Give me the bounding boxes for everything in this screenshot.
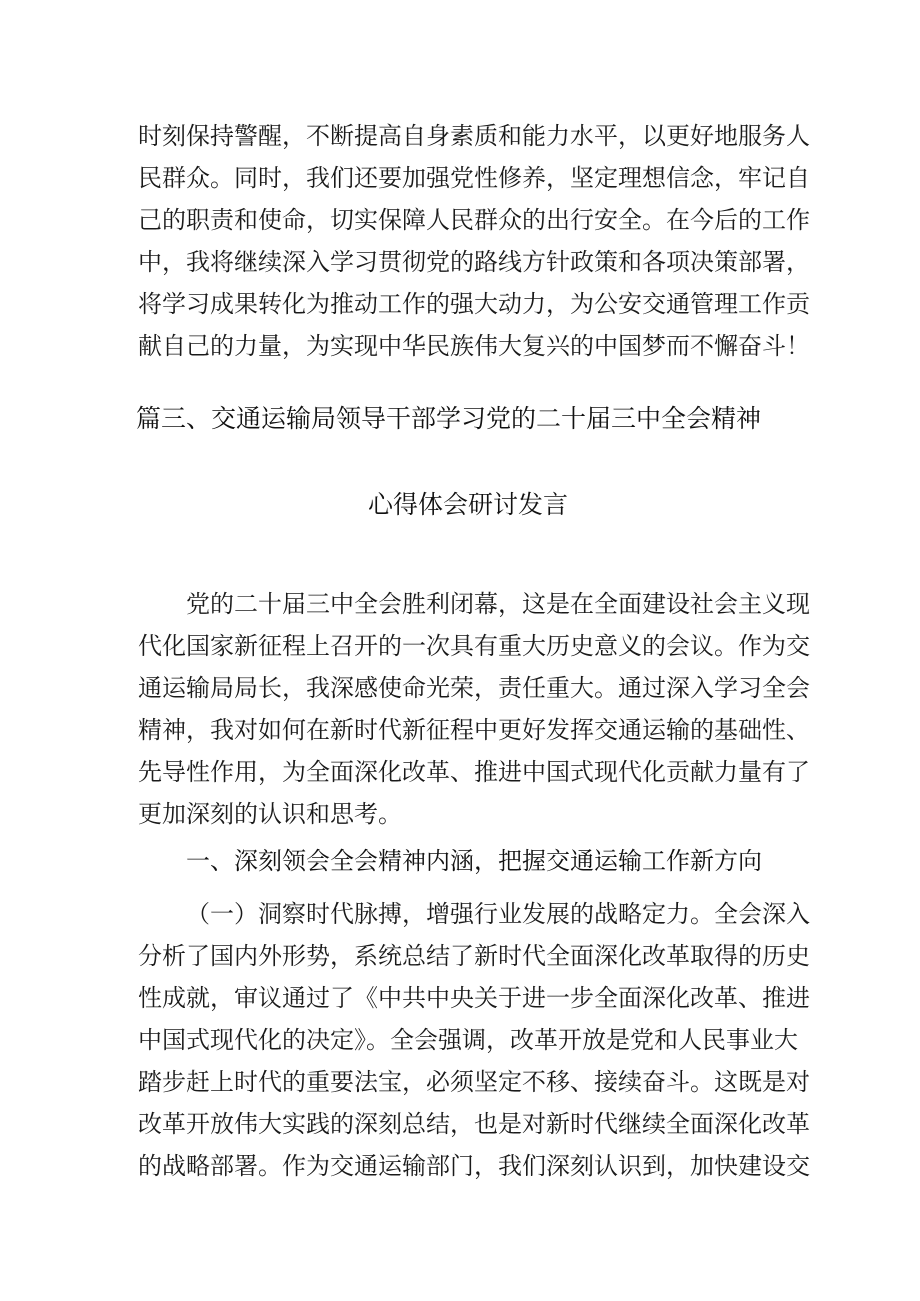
- body-text-line: 代化国家新征程上召开的一次具有重大历史意义的会议。作为交: [138, 632, 810, 660]
- body-text-line: 通运输局局长，我深感使命光荣，责任重大。通过深入学习全会: [138, 674, 810, 702]
- body-text-line: 性成就，审议通过了《中共中央关于进一步全面深化改革、推进: [138, 984, 810, 1012]
- heading-one: 一、深刻领会全会精神内涵，把握交通运输工作新方向: [186, 847, 762, 875]
- body-text-line: 党的二十届三中全会胜利闭幕，这是在全面建设社会主义现: [186, 590, 810, 618]
- section-title-line-1: 篇三、交通运输局领导干部学习党的二十届三中全会精神: [136, 404, 762, 433]
- body-text-line: （一）洞察时代脉搏，增强行业发展的战略定力。全会深入: [186, 900, 810, 928]
- body-text-line: 先导性作用，为全面深化改革、推进中国式现代化贡献力量有了: [138, 758, 810, 786]
- body-text-line: 改革开放伟大实践的深刻总结，也是对新时代继续全面深化改革: [138, 1110, 810, 1138]
- body-text-line: 中，我将继续深入学习贯彻党的路线方针政策和各项决策部署，: [138, 248, 810, 276]
- body-text-line: 中国式现代化的决定》。全会强调，改革开放是党和人民事业大: [138, 1026, 798, 1054]
- body-text-line: 献自己的力量，为实现中华民族伟大复兴的中国梦而不懈奋斗！: [138, 332, 810, 360]
- body-text-line: 精神，我对如何在新时代新征程中更好发挥交通运输的基础性、: [138, 716, 810, 744]
- body-text-line: 己的职责和使命，切实保障人民群众的出行安全。在今后的工作: [138, 206, 810, 234]
- body-text-line: 将学习成果转化为推动工作的强大动力，为公安交通管理工作贡: [138, 290, 810, 318]
- body-text-line: 分析了国内外形势，系统总结了新时代全面深化改革取得的历史: [138, 942, 810, 970]
- section-title-line-2: 心得体会研讨发言: [368, 490, 569, 519]
- body-text-line: 民群众。同时，我们还要加强党性修养，坚定理想信念，牢记自: [138, 164, 810, 192]
- body-text-line: 时刻保持警醒，不断提高自身素质和能力水平，以更好地服务人: [138, 122, 810, 150]
- body-text-line: 踏步赶上时代的重要法宝，必须坚定不移、接续奋斗。这既是对: [138, 1068, 810, 1096]
- body-text-line: 的战略部署。作为交通运输部门，我们深刻认识到，加快建设交: [138, 1152, 810, 1180]
- body-text-line: 更加深刻的认识和思考。: [138, 800, 402, 828]
